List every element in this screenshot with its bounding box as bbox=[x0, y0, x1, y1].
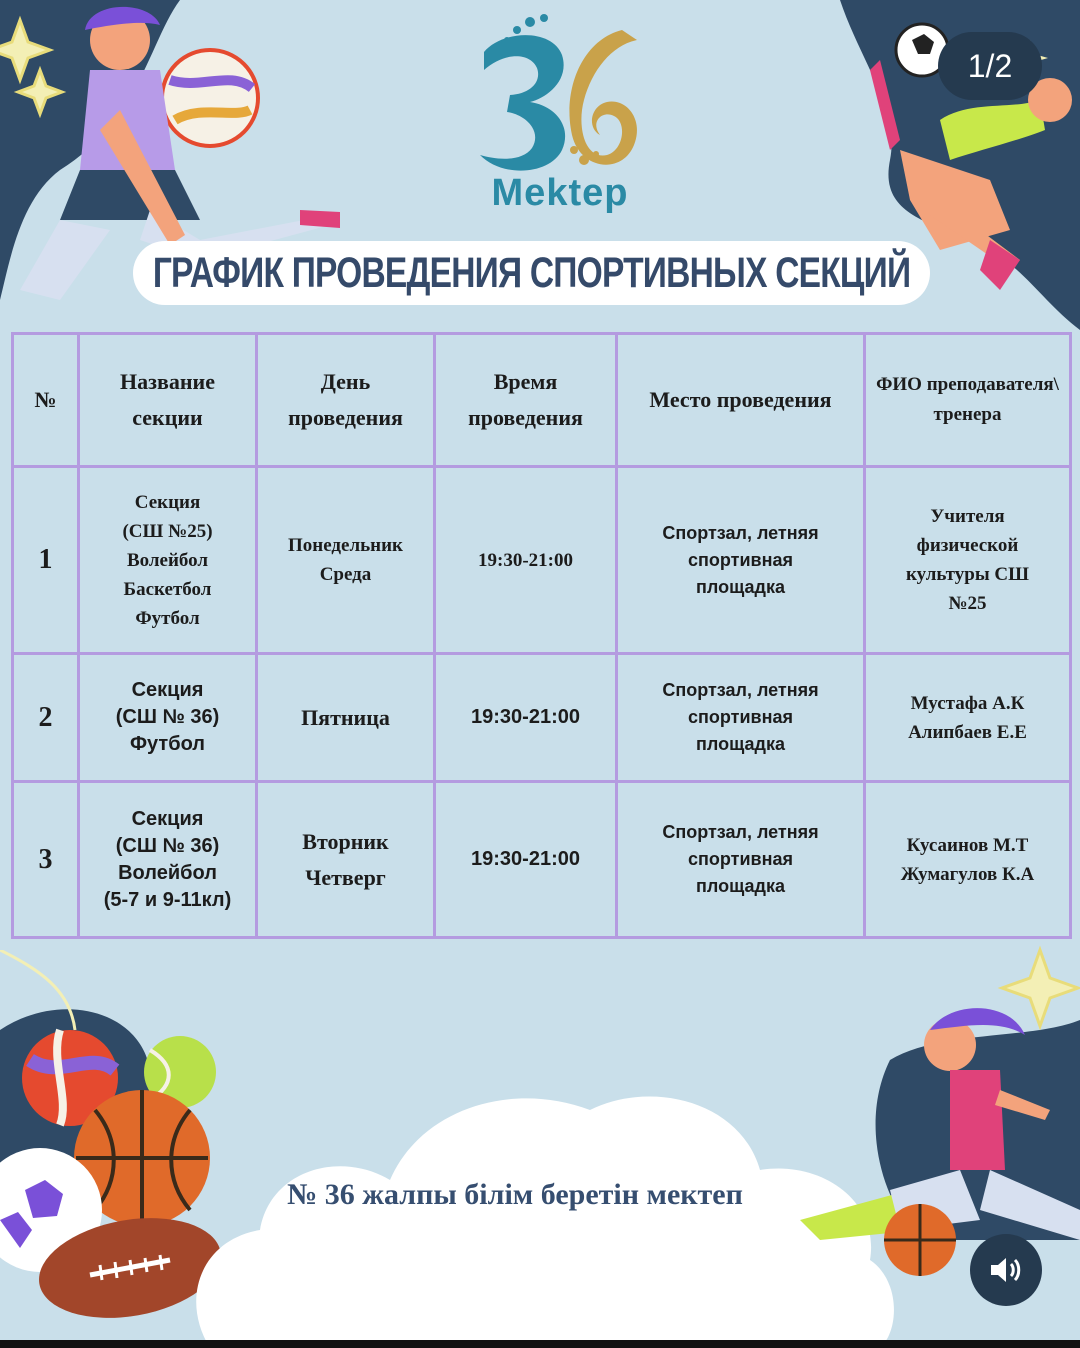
section-day: Вторник Четверг bbox=[257, 782, 435, 938]
section-teacher: Учителя физической культуры СШ №25 bbox=[865, 467, 1071, 654]
schedule-table bbox=[11, 332, 1072, 939]
column-header-time: Время проведения bbox=[435, 334, 617, 467]
column-header-place: Место проведения bbox=[617, 334, 865, 467]
section-place: Спортзал, летняя спортивная площадка bbox=[617, 654, 865, 782]
table-header-row bbox=[13, 334, 1071, 467]
table-row bbox=[13, 467, 1071, 654]
section-time: 19:30-21:00 bbox=[435, 467, 617, 654]
section-time: 19:30-21:00 bbox=[435, 654, 617, 782]
section-day: Понедельник Среда bbox=[257, 467, 435, 654]
row-number: 2 bbox=[13, 654, 79, 782]
school-name-footer: № 36 жалпы білім беретін мектеп bbox=[287, 1178, 743, 1211]
column-header-teacher: ФИО преподавателя\ тренера bbox=[865, 334, 1071, 467]
section-teacher: Мустафа А.К Алипбаев Е.Е bbox=[865, 654, 1071, 782]
page-title: ГРАФИК ПРОВЕДЕНИЯ СПОРТИВНЫХ СЕКЦИЙ bbox=[152, 248, 911, 297]
speaker-icon bbox=[989, 1255, 1023, 1285]
section-time: 19:30-21:00 bbox=[435, 782, 617, 938]
table-row bbox=[13, 782, 1071, 938]
column-header-day: День проведения bbox=[257, 334, 435, 467]
section-place: Спортзал, летняя спортивная площадка bbox=[617, 467, 865, 654]
row-number: 3 bbox=[13, 782, 79, 938]
logo-wordmark: Mektep bbox=[491, 172, 629, 214]
section-teacher: Кусаинов М.Т Жумагулов К.А bbox=[865, 782, 1071, 938]
column-header-number: № bbox=[13, 334, 79, 467]
bottom-bar bbox=[0, 1340, 1080, 1348]
table-row bbox=[13, 654, 1071, 782]
section-name: Секция (СШ № 36) Футбол bbox=[79, 654, 257, 782]
column-header-section: Название секции bbox=[79, 334, 257, 467]
section-day: Пятница bbox=[257, 654, 435, 782]
section-name: Секция (СШ № 36) Волейбол (5-7 и 9-11кл) bbox=[79, 782, 257, 938]
title-banner bbox=[133, 241, 930, 305]
story-page-counter: 1/2 bbox=[938, 32, 1042, 100]
row-number: 1 bbox=[13, 467, 79, 654]
section-place: Спортзал, летняя спортивная площадка bbox=[617, 782, 865, 938]
mute-toggle-button[interactable] bbox=[970, 1234, 1042, 1306]
section-name: Секция (СШ №25) Волейбол Баскетбол Футбол bbox=[79, 467, 257, 654]
